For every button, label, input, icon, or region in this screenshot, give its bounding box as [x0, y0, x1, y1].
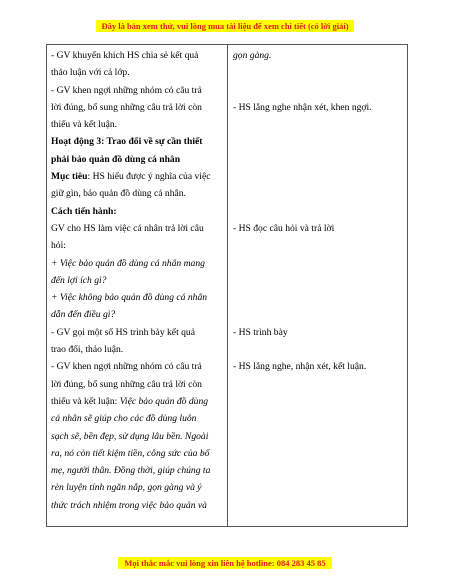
teacher-activity-line: Hoạt động 3: Trao đổi về sự cần thiết — [51, 136, 203, 148]
conclusion-italic-text: Việc bảo quản đồ dùng — [119, 395, 209, 407]
lesson-table — [46, 44, 408, 527]
student-activity-line — [233, 289, 405, 306]
teacher-activity-line — [51, 168, 223, 185]
teacher-activity-line: mẹ, người thân. Đồng thời, giúp chúng ta — [51, 465, 211, 477]
conclusion-text: thiếu và kết luận: — [51, 395, 120, 407]
teacher-activity-line: GV cho HS làm việc cá nhân trả lời câu — [51, 222, 204, 234]
teacher-activity-line: đến lợi ích gì? — [51, 274, 107, 286]
teacher-activities-column — [51, 47, 223, 514]
teacher-activity-line: - GV khen ngợi những nhóm có câu trả — [51, 84, 202, 96]
student-activity-line — [233, 341, 405, 358]
student-activity-line — [233, 82, 405, 99]
student-activity-line — [233, 64, 405, 81]
preview-notice-banner: Đây là bản xem thử, vui lòng mua tài liệu để xem chi tiết (có lời giải) — [96, 20, 354, 32]
student-activity-line — [233, 255, 405, 272]
student-activity-line: gọn gàng. — [233, 50, 272, 61]
teacher-activity-line: ra, nó còn tiết kiệm tiền, công sức của bố — [51, 447, 210, 459]
student-activity-line: - HS trình bày — [233, 326, 288, 338]
teacher-activity-line: - GV khen ngợi những nhóm có câu trả — [51, 361, 202, 373]
student-activity-line — [233, 168, 405, 185]
student-activity-line: - HS đọc câu hỏi và trả lời — [233, 222, 335, 234]
teacher-activity-line: cá nhân sẽ giúp cho các đồ dùng luôn — [51, 413, 197, 425]
student-activity-line — [233, 272, 405, 289]
teacher-activity-line: + Việc bảo quản đồ dùng cá nhân mang — [51, 257, 205, 269]
teacher-activity-line: dẫn đến điều gì? — [51, 309, 116, 321]
student-activity-line — [233, 237, 405, 254]
student-activity-line — [233, 306, 405, 323]
teacher-activity-line: lời đúng, bổ sung những câu trả lời còn — [51, 378, 202, 390]
teacher-activity-line: sạch sẽ, bền đẹp, sử dụng lâu bền. Ngoài — [51, 430, 209, 442]
student-activity-line — [233, 133, 405, 150]
teacher-activity-line: lời đúng, bổ sung những câu trả lời còn — [51, 101, 202, 113]
teacher-activity-line: - GV gọi một số HS trình bày kết quả — [51, 326, 195, 338]
student-activity-line: - HS lắng nghe, nhận xét, kết luận. — [233, 361, 367, 373]
teacher-activity-line: trao đổi, thảo luận. — [51, 344, 124, 356]
student-activities-column — [233, 47, 405, 376]
column-divider — [227, 45, 228, 526]
teacher-activity-line: - GV khuyến khích HS chia sẻ kết quả — [51, 50, 199, 61]
teacher-activity-line: rèn luyện tính ngăn nắp, gọn gàng và ý — [51, 482, 202, 494]
goal-text: : HS hiểu được ý nghĩa của việc — [87, 171, 211, 183]
student-activity-line — [233, 151, 405, 168]
teacher-activity-line: hỏi: — [51, 240, 66, 252]
teacher-activity-line: thảo luận với cả lớp. — [51, 67, 130, 79]
teacher-activity-line: thức trách nhiệm trong việc bảo quản và — [51, 499, 207, 511]
teacher-activity-line — [51, 393, 223, 410]
student-activity-line — [233, 185, 405, 202]
hotline-footer: Mọi thắc mắc vui lòng xin liên hệ hotline: 084 283 45 85 — [118, 557, 332, 569]
teacher-activity-line: phải bảo quản đồ dùng cá nhân — [51, 153, 181, 165]
teacher-activity-line: thiếu và kết luận. — [51, 119, 118, 131]
teacher-activity-line: giữ gìn, bảo quản đồ dùng cá nhân. — [51, 188, 186, 200]
student-activity-line — [233, 203, 405, 220]
student-activity-line: - HS lắng nghe nhận xét, khen ngợi. — [233, 101, 372, 113]
student-activity-line — [233, 116, 405, 133]
teacher-activity-line: Cách tiến hành: — [51, 205, 117, 217]
teacher-activity-line: + Việc không bảo quản đồ dùng cá nhân — [51, 292, 208, 304]
goal-label: Mục tiêu — [51, 171, 88, 183]
